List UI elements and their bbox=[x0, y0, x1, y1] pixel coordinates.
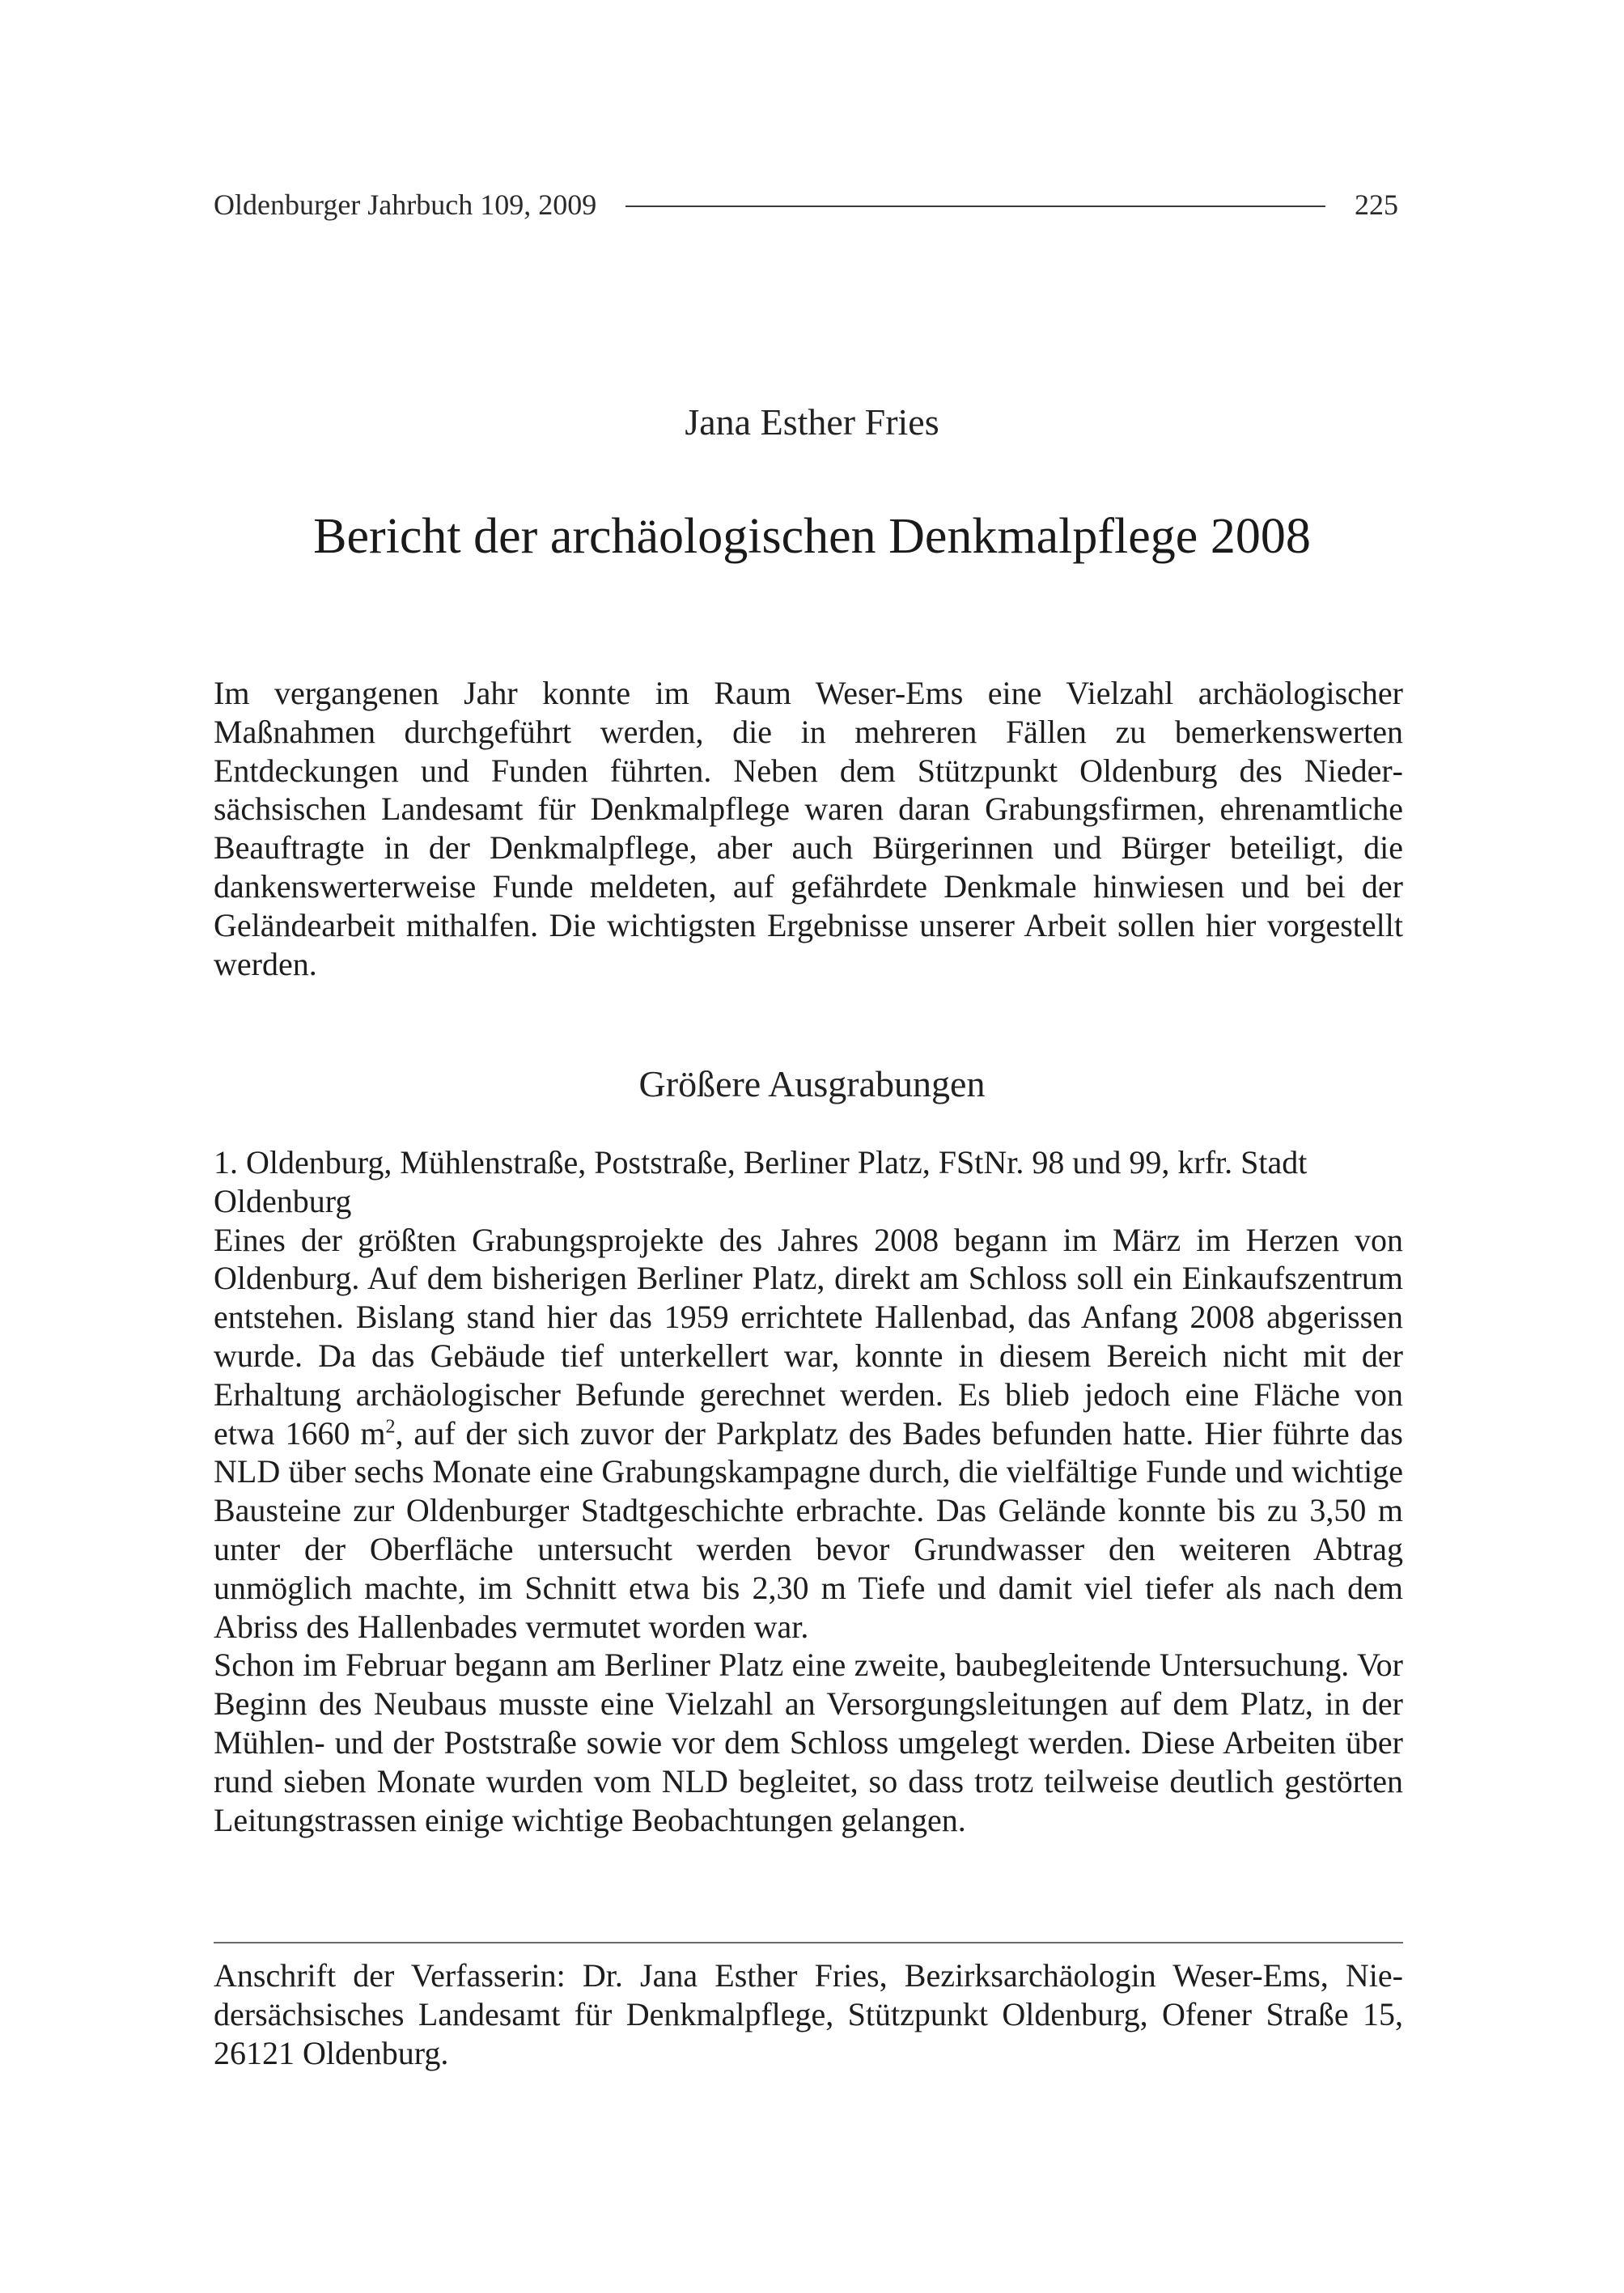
intro-paragraph bbox=[214, 674, 1403, 983]
paragraph-1-part-b: , auf der sich zuvor der Parkplatz des Bades befunden hatte. Hier führte das NLD über sechs Monate eine Grabungskampagne durch, die vielfältige Funde und wichtige Bausteine zur Oldenburger Stadtgeschichte erbrachte. Das Gelände konnte bis zu 3,50 m unter der Oberfläche untersucht werden bevor Grundwasser den weiteren Abtrag unmöglich machte, im Schnitt etwa bis 2,30 m Tiefe und damit viel tiefer als nach dem Abriss des Hallenbades vermutet worden war. bbox=[214, 1414, 1403, 1645]
paragraph-1-part-a: Eines der größten Grabungsprojekte des Jahres 2008 begann im März im Herzen von Oldenburg. Auf dem bisherigen Berliner Platz, direkt am Schloss soll ein Einkaufszentrum entstehen. Bislang stand hier das 1959 errichtete Hallenbad, das Anfang 2008 abgerissen wurde. Da das Gebäude tief unterkellert war, konnte in diesem Bereich nicht mit der Erhaltung archäologischer Befunde gerechnet werden. Es blieb jedoch eine Fläche von etwa 1660 m bbox=[214, 1221, 1403, 1452]
section-body bbox=[214, 1143, 1403, 1839]
superscript-2: 2 bbox=[385, 1416, 396, 1438]
section-heading: Größere Ausgrabungen bbox=[638, 1063, 986, 1104]
article-title: Bericht der archäologischen Denkmalpflege 2008 bbox=[313, 509, 1311, 564]
section-paragraph-2: Schon im Februar begann am Berliner Platz eine zweite, baubegleitende Untersuchung. Vor Beginn des Neubaus musste eine Vielzahl an Versorgungsleitungen auf dem Platz, in der Mühlen- und der Poststraße sowie vor dem Schloss umgelegt werden. Diese Arbeiten über rund sieben Monate wurden vom NLD begleitet, so dass trotz teilweise deutlich gestörten Leitungstrassen einige wichtige Beobachtungen gelangen. bbox=[214, 1647, 1403, 1838]
intro-text: Im vergangenen Jahr konnte im Raum Weser-Ems eine Vielzahl archäologischer Maßnahmen durchgeführt werden, die in mehreren Fällen zu bemerkenswerten Entdeckungen und Funden führten. Neben dem Stützpunkt Oldenburg des Niedersächsischen Landesamt für Denkmalpflege waren daran Grabungsfirmen, ehrenamtliche Beauftragte in der Denkmalpflege, aber auch Bürgerinnen und Bürger beteiligt, die dankenswerterweise Funde meldeten, auf gefährdete Denkmale hinwiesen und bei der Geländearbeit mithalfen. Die wichtigsten Ergebnisse unserer Arbeit sollen hier vorgestellt werden. bbox=[214, 675, 1403, 982]
item-heading: 1. Oldenburg, Mühlenstraße, Poststraße, Berliner Platz, FStNr. 98 und 99, krfr. Stadt Oldenburg bbox=[214, 1144, 1308, 1219]
article-author: Jana Esther Fries bbox=[685, 401, 939, 443]
page-number: 225 bbox=[1355, 189, 1398, 221]
header-rule bbox=[625, 206, 1325, 207]
author-address-footnote: Anschrift der Verfasserin: Dr. Jana Esther Fries, Bezirksarchäologin Weser-Ems, Niedersächsisches Landesamt für Denkmalpflege, Stützpunkt Oldenburg, Ofener Straße 15, 26121 Oldenburg. bbox=[214, 1957, 1403, 2071]
journal-citation: Oldenburger Jahrbuch 109, 2009 bbox=[214, 189, 597, 221]
footnote-rule bbox=[214, 1942, 1403, 1943]
section-paragraph-1 bbox=[214, 1221, 1403, 1647]
running-header bbox=[214, 184, 1398, 225]
